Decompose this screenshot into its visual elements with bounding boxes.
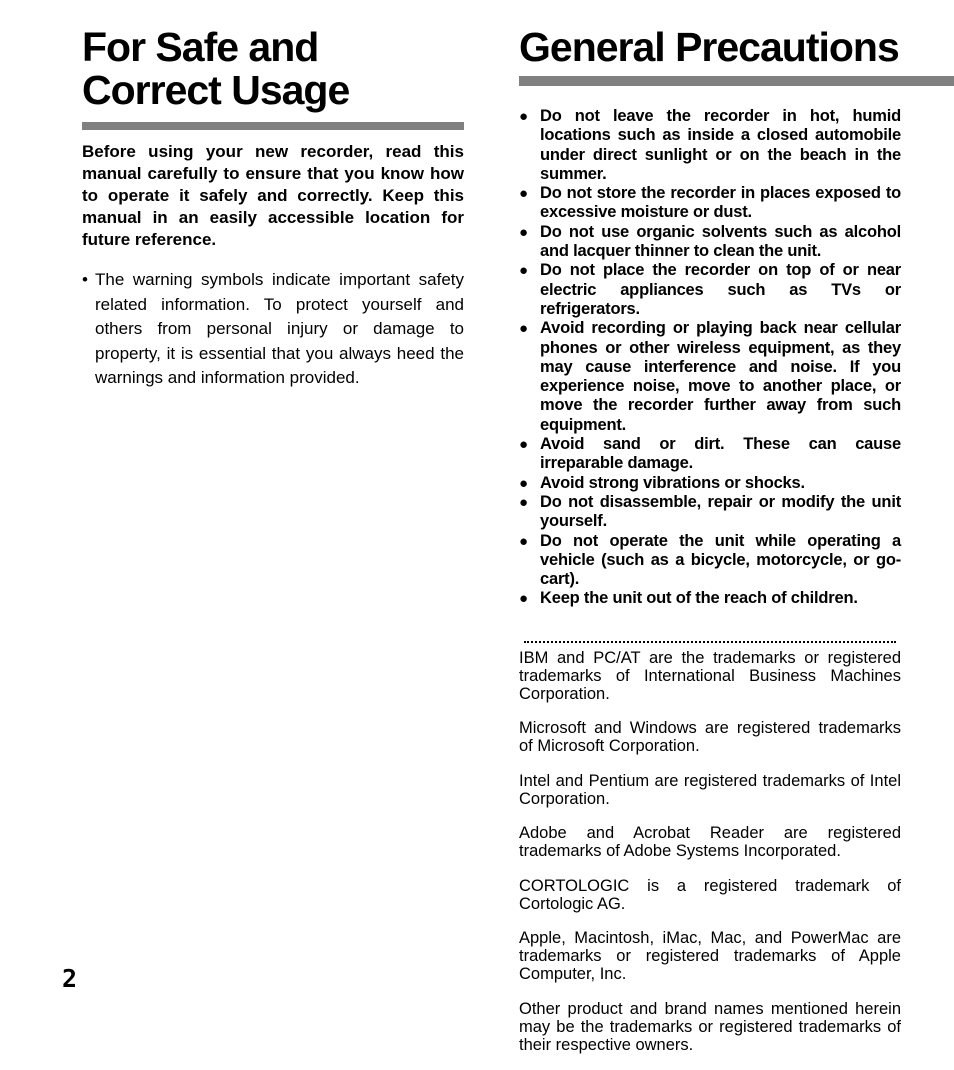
right-column [519,26,901,1070]
trademark-notice: Other product and brand names mentioned herein may be the trademarks or registered trademarks of their respective owners. [519,999,901,1054]
list-item: ● Avoid recording or playing back near cellular phones or other wireless equipment, as they may cause interference and noise. If you experience noise, move to another place, or move the recorder further away from such equipment. [519,319,901,434]
trademark-notice: Apple, Macintosh, iMac, Mac, and PowerMac are trademarks or registered trademarks of Apple Computer, Inc. [519,929,901,984]
page-number: 2 [62,964,78,993]
warning-note [82,268,464,391]
trademark-notice: CORTOLOGIC is a registered trademark of Cortologic AG. [519,876,901,913]
bullet-icon: ● [519,532,528,550]
safe-usage-title-line2: Correct Usage [82,67,350,113]
bullet-icon: ● [519,108,528,125]
bullet-icon: ● [519,262,528,280]
safe-usage-title-line1: For Safe and [82,24,319,70]
bullet-icon: ● [519,223,528,241]
bullet-icon: ● [519,320,528,338]
dotted-divider [524,631,896,643]
list-item: ● Keep the unit out of the reach of children. [519,589,858,608]
bullet-icon: ● [519,493,528,511]
list-item: ● Do not operate the unit while operating a vehicle (such as a bicycle, motorcycle, or go-cart). [519,531,901,589]
safe-usage-title [82,26,464,112]
list-item: ● Do not use organic solvents such as alcohol and lacquer thinner to clean the unit. [519,222,901,261]
trademark-notice: Intel and Pentium are registered trademarks of Intel Corporation. [519,771,901,808]
precautions-list [519,107,901,609]
title-underline-right [519,76,954,86]
bullet-icon: ● [519,474,528,492]
bullet-icon: ● [519,590,528,608]
warning-note-text: The warning symbols indicate important safety related information. To protect yourself and others from personal injury or damage to property, it is essential that you always heed the warnings and information provided. [95,270,464,387]
bullet-icon: ● [519,185,528,203]
list-item: ● Do not disassemble, repair or modify the unit yourself. [519,492,901,531]
intro-paragraph: Before using your new recorder, read this manual carefully to ensure that you know how to operate it safely and correctly. Keep this manual in an easily accessible location for future reference. [82,142,464,249]
list-item: ● Do not store the recorder in places exposed to excessive moisture or dust. [519,184,901,222]
title-underline-left [82,122,464,130]
list-item: ● Do not leave the recorder in hot, humid locations such as inside a closed automobile under direct sunlight or on the beach in the summer. [519,107,901,183]
list-item: ● Do not place the recorder on top of or near electric appliances such as TVs or refrigerators. [519,261,901,318]
left-column [82,26,464,391]
trademark-notice: IBM and PC/AT are the trademarks or registered trademarks of International Business Machines Corporation. [519,648,901,703]
general-precautions-title: General Precautions [519,24,899,70]
trademark-notice: Microsoft and Windows are registered trademarks of Microsoft Corporation. [519,719,901,756]
trademark-notice: Adobe and Acrobat Reader are registered trademarks of Adobe Systems Incorporated. [519,824,901,861]
bullet-icon: ● [519,436,528,454]
list-item: ● Avoid strong vibrations or shocks. [519,473,805,492]
note-bullet: • [82,270,88,289]
list-item: ● Avoid sand or dirt. These can cause irreparable damage. [519,435,901,473]
